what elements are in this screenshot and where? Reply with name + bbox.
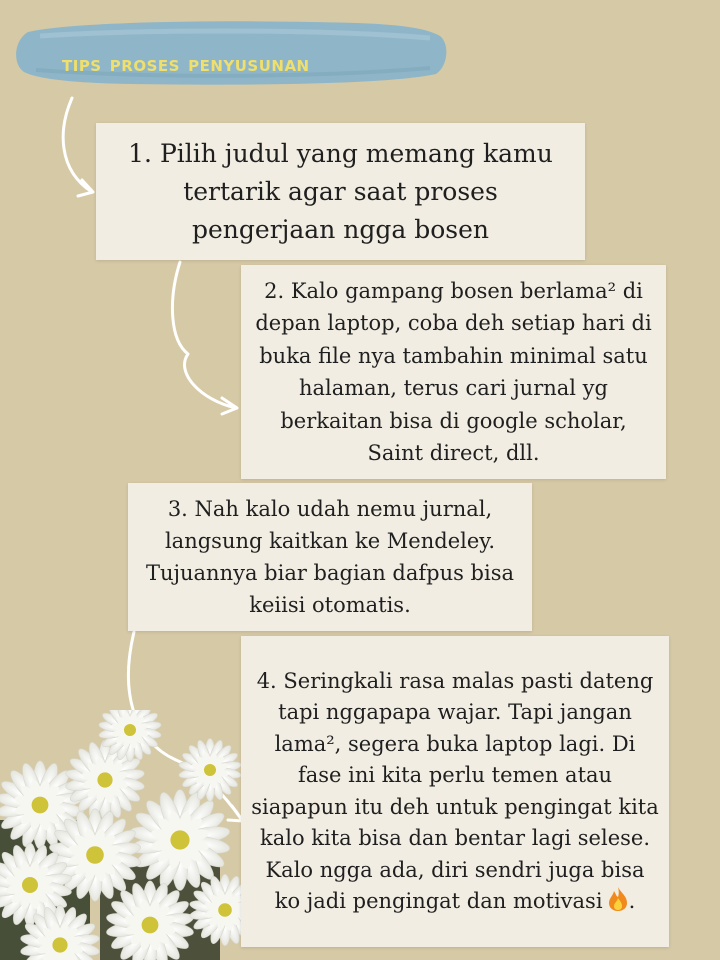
tip-text-1: 1. Pilih judul yang memang kamu tertarik agar saat proses pengerjaan ngga bosen — [128, 138, 553, 244]
white-chrysanthemum-flowers — [0, 710, 270, 960]
banner-title: tips proses penyusunan — [62, 52, 310, 77]
fire-icon — [607, 886, 629, 912]
tip-text-4-end: . — [628, 889, 636, 913]
flower — [178, 739, 242, 802]
tip-card-2 — [241, 265, 666, 479]
tip-card-3 — [128, 483, 532, 631]
curved-arrow-icon — [172, 262, 236, 408]
tip-text-4 — [251, 666, 659, 918]
tip-text-4-body: 4. Seringkali rasa malas pasti dateng tapi nggapapa wajar. Tapi jangan lama², segera buka laptop lagi. Di fase ini kita perlu temen atau siapapun itu deh untuk pengingat kita kalo kita bisa dan bentar lagi selese. Kalo ngga ada, diri sendri juga bisa ko jadi pengingat dan motivasi — [251, 668, 659, 913]
tip-text-3: 3. Nah kalo udah nemu jurnal, langsung kaitkan ke Mendeley. Tujuannya biar bagian dafpus bisa keiisi otomatis. — [145, 497, 515, 617]
tip-card-4 — [241, 636, 669, 947]
tip-text-2: 2. Kalo gampang bosen berlama² di depan laptop, coba deh setiap hari di buka file nya tambahin minimal satu halaman, terus cari jurnal yg berkaitan bisa di google scholar, Saint direct, dll. — [255, 278, 652, 465]
curved-arrow-icon — [63, 98, 92, 192]
tip-card-1 — [96, 123, 585, 260]
